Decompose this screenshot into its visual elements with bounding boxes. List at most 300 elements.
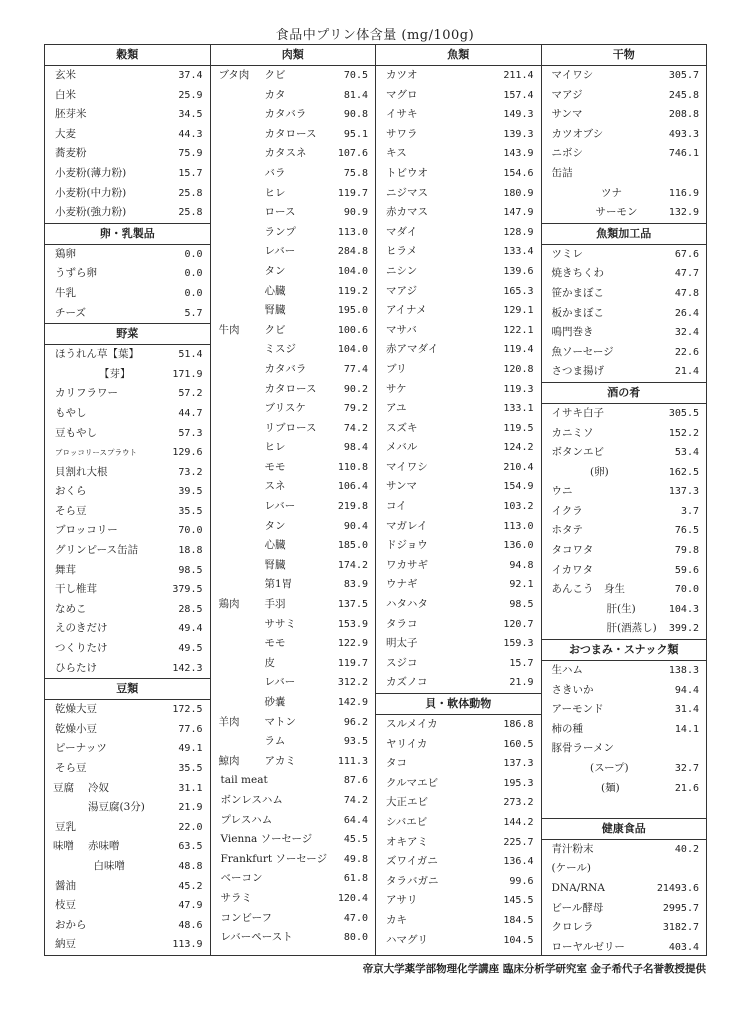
- food-row: [542, 720, 707, 740]
- food-name: マアジ: [386, 284, 418, 297]
- purine-value: 159.3: [503, 638, 534, 650]
- food-row: [376, 774, 541, 794]
- purine-value: 59.6: [674, 564, 699, 576]
- food-name: マイワシ: [551, 69, 594, 81]
- food-row: [45, 86, 210, 106]
- food-name: クビ: [264, 69, 286, 81]
- section-header: 魚類加工品: [542, 223, 707, 245]
- food-name: (麺): [601, 781, 620, 794]
- purine-value: 75.8: [343, 167, 368, 179]
- food-name: スネ: [264, 480, 286, 493]
- food-row: [542, 284, 707, 304]
- food-name: コンビーフ: [220, 911, 273, 924]
- purine-value: 129.1: [503, 305, 534, 317]
- food-row: [45, 144, 210, 164]
- purine-value: 116.9: [668, 187, 699, 199]
- food-row: [45, 818, 210, 838]
- food-row: [542, 899, 707, 919]
- food-row: [211, 105, 376, 125]
- food-name: 腎臓: [264, 304, 286, 317]
- food-name: カニミソ: [551, 426, 594, 439]
- food-row: [542, 304, 707, 324]
- food-name: オキアミ: [386, 835, 428, 848]
- table-title: 食品中プリン体含量 (mg/100g): [275, 28, 475, 43]
- food-row: [45, 759, 210, 779]
- purine-value: 21.9: [178, 802, 203, 814]
- food-name: tail meat: [220, 774, 268, 787]
- food-name: ヤリイカ: [386, 737, 428, 750]
- food-row: [45, 700, 210, 720]
- food-row: [211, 517, 376, 537]
- food-row: [45, 798, 210, 818]
- purine-value: 119.5: [503, 422, 534, 434]
- food-row: [542, 164, 707, 184]
- food-name: 砂嚢: [264, 696, 286, 708]
- purine-value: 142.3: [172, 662, 203, 674]
- food-name: マイワシ: [386, 460, 428, 473]
- section-header: 酒の肴: [542, 382, 707, 404]
- food-name: おくら: [55, 485, 87, 498]
- food-name: 干し椎茸: [55, 583, 97, 596]
- purine-value: 104.0: [337, 265, 368, 277]
- food-name: さきいか: [551, 683, 594, 696]
- food-row: [376, 242, 541, 262]
- food-row: [45, 203, 210, 223]
- food-name: 貝割れ大根: [55, 465, 108, 478]
- food-row: [45, 284, 210, 304]
- purine-value: 122.9: [337, 638, 368, 650]
- food-name: イサキ: [386, 108, 418, 121]
- food-row: [376, 891, 541, 911]
- purine-value: 79.8: [674, 545, 699, 557]
- purine-value: 124.2: [503, 442, 534, 454]
- purine-value: 379.5: [172, 584, 203, 596]
- purine-value: 93.5: [343, 736, 368, 748]
- food-row: [45, 384, 210, 404]
- food-name: アサリ: [386, 894, 418, 907]
- food-row: [211, 909, 376, 929]
- food-row: [211, 830, 376, 850]
- food-name: ハタハタ: [386, 598, 428, 611]
- food-row: [211, 654, 376, 674]
- food-name: ドジョウ: [386, 539, 428, 552]
- purine-value: 3.7: [680, 505, 699, 517]
- food-row: [45, 619, 210, 639]
- food-name: マトン: [264, 715, 296, 728]
- food-row: [211, 321, 376, 341]
- purine-value: 32.4: [674, 327, 699, 339]
- purine-value: 211.4: [503, 70, 534, 81]
- purine-value: 154.6: [503, 167, 534, 179]
- food-name: ニジマス: [386, 186, 428, 199]
- purine-value: 142.9: [337, 697, 368, 708]
- food-name: 小麦粉(強力粉): [55, 206, 127, 219]
- purine-value: 51.4: [178, 349, 203, 361]
- food-row: [211, 673, 376, 693]
- purine-value: 312.2: [337, 677, 368, 689]
- food-row: [45, 245, 210, 265]
- food-name: 皮: [264, 656, 275, 669]
- purine-value: 245.8: [668, 89, 699, 101]
- purine-value: 99.6: [509, 875, 534, 887]
- food-name: 赤カマス: [386, 206, 428, 219]
- food-row: [542, 859, 707, 879]
- purine-value: 90.9: [343, 207, 368, 219]
- food-row: [211, 477, 376, 497]
- food-row: [542, 600, 707, 620]
- purine-value: 35.5: [178, 763, 203, 774]
- food-name: ボタンエビ: [551, 446, 604, 459]
- food-row: [45, 720, 210, 740]
- food-name: 板かまぼこ: [551, 306, 604, 319]
- purine-value: 174.2: [337, 559, 368, 571]
- purine-value: 225.7: [503, 836, 534, 848]
- purine-value: 22.0: [178, 821, 203, 833]
- food-row: [45, 502, 210, 522]
- purine-value: 0.0: [184, 268, 203, 280]
- food-name: 手羽: [264, 598, 286, 611]
- purine-value: 104.5: [503, 934, 534, 946]
- food-row: [542, 125, 707, 145]
- food-name: ズワイガニ: [386, 855, 438, 868]
- section-header: 豆類: [45, 678, 210, 700]
- food-category: 鶏肉: [218, 598, 240, 611]
- food-name: ホタテ: [551, 524, 583, 537]
- food-name: カツオブシ: [551, 127, 604, 140]
- food-row: [542, 482, 707, 502]
- purine-value: 70.5: [343, 70, 368, 81]
- purine-value: 21.4: [674, 366, 699, 378]
- food-row: [376, 852, 541, 872]
- food-name: えのきだけ: [55, 622, 108, 635]
- food-row: [45, 580, 210, 600]
- purine-value: 45.5: [343, 834, 368, 846]
- food-row: [376, 497, 541, 517]
- food-name: マダイ: [386, 225, 418, 238]
- food-row: [211, 340, 376, 360]
- food-row: [211, 360, 376, 380]
- food-name: うずら卵: [55, 267, 97, 280]
- food-name: ベーコン: [220, 872, 263, 885]
- food-name: 笹かまぼこ: [551, 286, 604, 299]
- food-row: [376, 86, 541, 106]
- purine-value: 120.4: [337, 892, 368, 904]
- purine-value: 172.5: [172, 704, 203, 716]
- purine-value: 22.6: [674, 346, 699, 358]
- food-name: レバーペースト: [220, 931, 293, 944]
- food-row: [211, 301, 376, 321]
- purine-value: 5.7: [184, 307, 203, 319]
- food-name: 白味噌: [93, 859, 125, 872]
- food-name: モモ: [264, 460, 286, 473]
- purine-value: 37.4: [178, 70, 203, 81]
- food-row: [376, 203, 541, 223]
- food-row: [211, 595, 376, 615]
- purine-value: 96.2: [343, 716, 368, 728]
- purine-value: 28.5: [178, 603, 203, 615]
- food-name: サワラ: [386, 127, 418, 140]
- purine-value: 160.5: [503, 738, 534, 750]
- food-name: グリンピース缶詰: [55, 544, 139, 557]
- purine-value: 45.2: [178, 880, 203, 892]
- section-header: 貝・軟体動物: [376, 693, 541, 715]
- purine-value: 21.9: [509, 677, 534, 689]
- purine-value: 107.6: [337, 148, 368, 160]
- food-name: キス: [386, 147, 407, 160]
- purine-value: 48.8: [178, 860, 203, 872]
- purine-value: 47.9: [178, 900, 203, 912]
- purine-value: 103.2: [503, 501, 534, 513]
- food-row: [45, 264, 210, 284]
- purine-value: 26.4: [674, 307, 699, 319]
- purine-value: 136.4: [503, 856, 534, 868]
- food-row: [45, 164, 210, 184]
- purine-value: 39.5: [178, 486, 203, 498]
- food-row: [542, 264, 707, 284]
- food-row: [45, 779, 210, 799]
- food-row: [45, 105, 210, 125]
- food-name: 豆乳: [55, 820, 76, 833]
- food-name: 肝(酒蒸し): [606, 622, 657, 635]
- purine-value: 138.3: [668, 665, 699, 677]
- food-name: ブリスケ: [264, 402, 306, 415]
- food-row: [542, 798, 707, 818]
- food-row: [211, 811, 376, 831]
- food-name: 蕎麦粉: [55, 147, 87, 160]
- food-name: サーモン: [595, 206, 638, 219]
- food-row: [542, 661, 707, 681]
- purine-value: 120.7: [503, 618, 534, 630]
- purine-value: 92.1: [509, 579, 534, 591]
- food-row: [45, 304, 210, 324]
- purine-value: 57.2: [178, 388, 203, 400]
- food-row: [376, 144, 541, 164]
- food-name: サンマ: [386, 480, 417, 493]
- food-name: 生ハム: [551, 664, 583, 677]
- food-name: 豆もやし: [55, 426, 97, 439]
- food-name: イカワタ: [551, 563, 594, 576]
- food-row: [376, 438, 541, 458]
- food-row: [211, 242, 376, 262]
- food-row: [376, 634, 541, 654]
- purine-value: 132.9: [668, 207, 699, 219]
- food-row: [211, 262, 376, 282]
- purine-value: 111.3: [337, 755, 368, 767]
- food-name: (ケール): [551, 862, 591, 875]
- purine-value: 149.3: [503, 109, 534, 121]
- food-row: [211, 791, 376, 811]
- food-name: タコ: [386, 757, 407, 770]
- purine-value: 145.5: [503, 895, 534, 907]
- food-name: カタバラ: [264, 108, 307, 121]
- purine-value: 154.9: [503, 481, 534, 493]
- food-row: [376, 813, 541, 833]
- food-name: カタロース: [264, 382, 317, 395]
- purine-value: 219.8: [337, 501, 368, 513]
- food-row: [211, 66, 376, 86]
- food-row: [211, 850, 376, 870]
- food-name: ブリ: [386, 362, 407, 375]
- purine-value: 49.4: [178, 623, 203, 635]
- food-name: プレスハム: [220, 813, 273, 826]
- purine-value: 44.3: [178, 128, 203, 140]
- food-name: レバー: [264, 245, 296, 258]
- food-row: [45, 600, 210, 620]
- food-row: [376, 793, 541, 813]
- food-row: [376, 380, 541, 400]
- food-name: DNA/RNA: [551, 881, 605, 894]
- food-name: ウニ: [551, 485, 573, 498]
- purine-value: 90.8: [343, 109, 368, 121]
- purine-value: 110.8: [337, 461, 368, 473]
- food-row: [211, 184, 376, 204]
- food-row: [376, 262, 541, 282]
- purine-value: 0.0: [184, 287, 203, 299]
- food-name: チーズ: [55, 306, 86, 319]
- food-name: スズキ: [386, 421, 418, 434]
- food-name: あんこう 身生: [551, 583, 625, 596]
- food-row: [542, 203, 707, 223]
- food-row: [211, 732, 376, 752]
- food-row: [376, 360, 541, 380]
- purine-value: 136.0: [503, 540, 534, 552]
- food-name: ブロッコリー: [55, 524, 118, 537]
- food-name: クルマエビ: [386, 776, 439, 789]
- purine-value: 171.9: [172, 368, 203, 380]
- purine-value: 90.2: [343, 383, 368, 395]
- food-name: バラ: [264, 166, 286, 179]
- food-name: ビール酵母: [551, 901, 604, 914]
- purine-value: 185.0: [337, 540, 368, 552]
- food-row: [542, 580, 707, 600]
- food-row: [376, 282, 541, 302]
- purine-value: 98.5: [509, 599, 534, 611]
- purine-value: 208.8: [668, 109, 699, 121]
- food-name: カリフラワー: [55, 387, 118, 400]
- purine-value: 49.8: [343, 853, 368, 865]
- section-header: 干物: [542, 45, 707, 66]
- purine-value: 49.1: [178, 743, 203, 755]
- food-row: [211, 536, 376, 556]
- food-name: ローヤルゼリー: [551, 940, 625, 953]
- purine-value: 137.3: [503, 758, 534, 770]
- food-name: ひらたけ: [55, 661, 97, 674]
- food-row: [211, 634, 376, 654]
- food-name: ウナギ: [386, 578, 418, 591]
- purine-value: 128.9: [503, 226, 534, 238]
- purine-value: 67.6: [674, 248, 699, 260]
- purine-value: 162.5: [668, 466, 699, 478]
- column-1: [45, 45, 211, 955]
- food-name: サケ: [386, 382, 407, 395]
- food-row: [376, 911, 541, 931]
- food-row: [376, 66, 541, 86]
- food-row: [45, 482, 210, 502]
- purine-value: 122.1: [503, 324, 534, 336]
- food-name: 【芽】: [99, 367, 131, 380]
- food-row: [376, 184, 541, 204]
- purine-value: 2995.7: [662, 902, 699, 914]
- food-row: [376, 458, 541, 478]
- food-name: 牛乳: [55, 286, 76, 299]
- purine-value: 70.0: [178, 525, 203, 537]
- purine-value: 77.6: [178, 723, 203, 735]
- purine-value: 273.2: [503, 797, 534, 809]
- food-name: ツナ: [601, 186, 622, 199]
- food-row: [542, 184, 707, 204]
- food-row: [211, 380, 376, 400]
- purine-value: 147.9: [503, 207, 534, 219]
- food-name: 胚芽米: [55, 108, 87, 121]
- food-row: [45, 877, 210, 897]
- purine-value: 152.2: [668, 427, 699, 439]
- food-name: 柿の種: [551, 722, 583, 735]
- food-name: ミスジ: [264, 343, 296, 356]
- food-name: サンマ: [551, 108, 583, 121]
- purine-value: 70.0: [674, 584, 699, 596]
- food-row: [45, 424, 210, 444]
- column-2: [211, 45, 377, 955]
- food-row: [542, 918, 707, 938]
- food-row: [211, 86, 376, 106]
- purine-value: 165.3: [503, 285, 534, 297]
- purine-value: 119.3: [503, 383, 534, 395]
- purine-value: 3182.7: [662, 922, 699, 934]
- purine-value: 74.2: [343, 794, 368, 806]
- food-name: スジコ: [386, 656, 418, 669]
- purine-value: 113.0: [503, 520, 534, 532]
- purine-value: 195.0: [337, 305, 368, 317]
- food-row: [211, 458, 376, 478]
- purine-value: 98.4: [343, 442, 368, 454]
- food-name: そら豆: [55, 762, 87, 774]
- food-row: [542, 362, 707, 382]
- food-row: [45, 345, 210, 365]
- food-name: カタロース: [264, 127, 317, 140]
- purine-value: 106.4: [337, 481, 368, 493]
- purine-value: 104.3: [668, 603, 699, 615]
- food-row: [376, 301, 541, 321]
- food-name: 青汁粉末: [551, 842, 594, 855]
- food-name: ニシン: [386, 264, 418, 277]
- food-row: [542, 463, 707, 483]
- purine-value: 284.8: [337, 246, 368, 258]
- food-name: 冷奴: [88, 781, 109, 794]
- food-name: 豚骨ラーメン: [551, 742, 614, 755]
- food-name: おから: [55, 918, 87, 931]
- food-row: [211, 713, 376, 733]
- food-name: カズノコ: [386, 676, 428, 689]
- purine-value: 53.4: [674, 447, 699, 459]
- section-header: 魚類: [376, 45, 541, 66]
- food-name: コイ: [386, 500, 407, 513]
- purine-value: 139.6: [503, 265, 534, 277]
- purine-value: 15.7: [509, 657, 534, 669]
- food-name: ロース: [264, 206, 296, 219]
- food-row: [542, 541, 707, 561]
- food-row: [376, 399, 541, 419]
- purine-value: 79.2: [343, 403, 368, 415]
- purine-value: 493.3: [668, 128, 699, 140]
- food-name: サラミ: [220, 891, 252, 904]
- food-row: [376, 321, 541, 341]
- food-name: 湯豆腐(3分): [88, 801, 145, 814]
- food-name: 第1胃: [264, 578, 293, 591]
- food-name: タラコ: [386, 617, 418, 630]
- food-row: [376, 105, 541, 125]
- food-name: タラバガニ: [386, 874, 439, 887]
- purine-value: 120.8: [503, 363, 534, 375]
